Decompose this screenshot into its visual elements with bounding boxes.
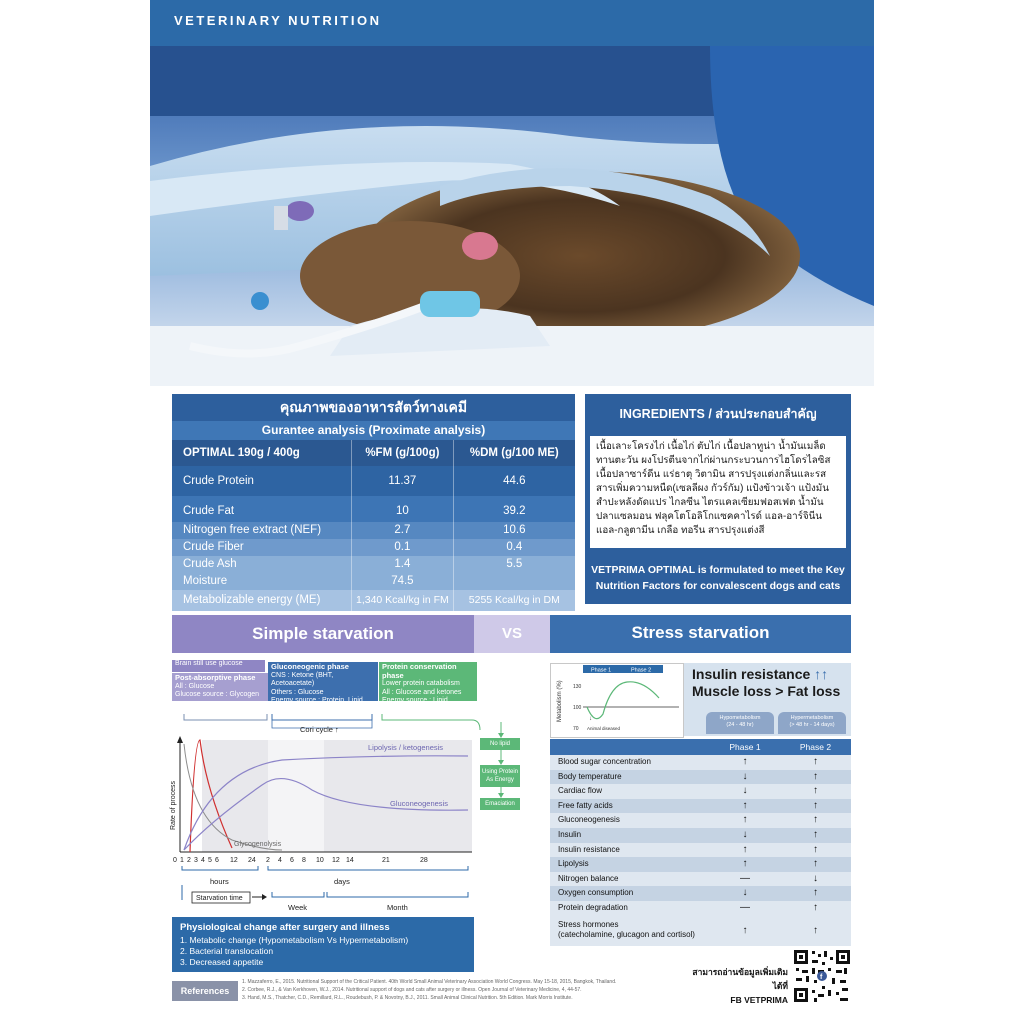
phase1-arrow-icon: ↑ [742, 814, 748, 826]
analysis-table [172, 394, 575, 611]
table-row [550, 813, 851, 828]
row-name: Nitrogen free extract (NEF) [183, 524, 322, 536]
phase1-arrow-icon: ↓ [742, 828, 748, 840]
phase2-arrow-icon: ↑ [813, 770, 818, 782]
table-row [172, 590, 575, 611]
table-row [550, 755, 851, 770]
phase2-arrow-icon: ↑ [813, 799, 818, 811]
hours-label: hours [210, 877, 229, 886]
stress-table-header [550, 739, 851, 755]
reference-item: 3. Hand, M.S., Thatcher, C.D., Remillard, R.L., Roudebush, P. & Novotny, B.J., 2011. Small Animal Clinical Nutrition. 5th Edition. Mark Morris Institute. [242, 995, 573, 1001]
row-name: Oxygen consumption [558, 888, 634, 898]
cori-cycle-label: Cori cycle ↑ [300, 725, 339, 734]
hyper-sub: (> 48 hr - 14 days) [789, 722, 835, 728]
row-name-sub: (catecholamine, glucagon and cortisol) [558, 929, 695, 939]
double-up-arrow-icon: ↑↑ [814, 666, 829, 682]
x-tick: 5 [208, 857, 212, 864]
row-name: Insulin resistance [558, 844, 620, 854]
x-tick: 12 [332, 857, 340, 864]
row-name: Moisture [183, 575, 228, 587]
hyper-title: Hypermetabolism [790, 715, 834, 721]
muscle-loss-text: Muscle loss > Fat loss [692, 683, 841, 699]
row-dm: 39.2 [503, 505, 526, 517]
qr-line2: FB VETPRIMA [730, 995, 788, 1005]
references-list [242, 978, 672, 1002]
brain-tag-text: Brain still use glucose [175, 660, 243, 667]
qr-line1: สามารถอ่านข้อมูลเพิ่มเติมได้ที่ [692, 967, 788, 991]
table-row [550, 784, 851, 799]
physiological-change-box [172, 917, 474, 972]
phase3-title: Protein conservation phase [382, 662, 457, 680]
row-dm: 10.6 [503, 524, 526, 536]
metabolism-chart [550, 663, 684, 738]
chart-phase1: Phase 1 [591, 667, 612, 674]
row-name: Protein degradation [558, 902, 628, 912]
reference-item: 2. Corbee, R.J., & Van Kerkhoven, W.J., 2014. Nutritional support of dogs and cats after surgery or illness. Open Journal of Veterinary Medicine, 4, 44-57. [242, 987, 582, 993]
col-dm: %DM (g/100 ME) [469, 447, 559, 459]
simple-starvation-header: Simple starvation [172, 615, 474, 653]
header-bar [150, 0, 874, 46]
starvation-time-label: Starvation time [196, 895, 243, 902]
lipolysis-label: Lipolysis / ketogenesis [368, 743, 444, 752]
row-fm: 74.5 [351, 573, 453, 590]
x-tick: 1 [180, 857, 184, 864]
analysis-header-row [172, 440, 575, 466]
row-fm: 11.37 [351, 466, 453, 496]
days-label: days [334, 877, 350, 886]
row-fm: 2.7 [351, 522, 453, 539]
vs-label: VS [474, 615, 550, 653]
phase1-line: Glucose source : Glycogen [175, 691, 260, 698]
stress-table [550, 739, 851, 946]
row-name: Crude Ash [183, 558, 237, 570]
physiological-item: 1. Metabolic change (Hypometabolism Vs Hypermetabolism) [180, 935, 409, 945]
phase2-arrow-icon: ↑ [813, 924, 818, 936]
row-name: Gluconeogenesis [558, 815, 620, 825]
y-tick: 130 [573, 684, 582, 690]
hypo-title: Hypometabolism [719, 715, 761, 721]
stress-table-body [550, 755, 851, 916]
col-phase2: Phase 2 [799, 742, 832, 752]
hero-photo [150, 46, 874, 386]
phase-gluconeogenic [268, 662, 378, 704]
chart-phase2: Phase 2 [631, 667, 652, 674]
col-phase1: Phase 1 [729, 742, 761, 752]
x-tick: 14 [346, 857, 354, 864]
gluconeogenesis-label: Gluconeogenesis [390, 799, 448, 808]
insulin-resistance-text: Insulin resistance [692, 666, 811, 682]
phase1-arrow-icon: — [740, 901, 750, 913]
col-product: OPTIMAL 190g / 400g [183, 447, 300, 459]
y-tick: 100 [573, 705, 582, 711]
table-row [172, 496, 575, 522]
flow-arrows [495, 722, 507, 802]
x-tick: 4 [201, 857, 205, 864]
poster [150, 0, 874, 1024]
phase1-arrow-icon: ↑ [742, 799, 748, 811]
phase3-line: All : Glucose and ketones [382, 688, 462, 696]
svg-text:f: f [820, 974, 823, 981]
ingredients-text: เนื้อเลาะโครงไก่ เนื้อไก่ ตับไก่ เนื้อปลาทูน่า น้ำมันเมล็ดทานตะวัน ผงโปรตีนจากไก่ผ่านกระบวนการไฮโดรไลซิส เนื้อปลาซาร์ดีน แร่ธาตุ วิตามิน สารปรุงแต่งกลิ่นและรส สารเพิ่มความหนืด(เซลลีผง กัวร์กัม) แป้งข้าวเจ้า แป้งมันสำปะหลังดัดแปร ไกลซีน ไตรแคลเซียมฟอสเฟต น้ำมันปลาแซลมอน ฟลุคโตโอลิโกแซคคาไรด์ แอล-อาร์จินีน แอล-กลูตามีน เกลือ ทอรีน สารปรุงแต่งสี [590, 436, 846, 548]
phase1-arrow-icon: ↑ [742, 924, 748, 936]
x-tick: 0 [173, 857, 177, 864]
brand-title: VETERINARY NUTRITION [174, 13, 382, 28]
qr-code-icon[interactable] [792, 948, 852, 1004]
phase2-line: Others : Glucose [271, 688, 324, 696]
table-row [550, 886, 851, 901]
phase2-line: Energy source : Protein, Lipid [271, 697, 363, 704]
x-tick: 4 [278, 857, 282, 864]
phase2-arrow-icon: ↓ [813, 872, 818, 884]
simple-starvation-diagram [172, 700, 474, 915]
phase2-arrow-icon: ↑ [813, 756, 818, 767]
phase2-arrow-icon: ↑ [813, 887, 818, 899]
reference-item: 1. Mazzaferro, E., 2015. Nutritional Support of the Critical Patient. 40th World Small Animal Veterinary Association World Congress. May 15-18, 2015, Bangkok, Thailand. [242, 979, 617, 985]
physiological-item: 2. Bacterial translocation [180, 946, 274, 956]
phase3-line: Lower protein catabolism [382, 680, 460, 687]
phase1-arrow-icon: — [740, 872, 750, 884]
x-tick: 6 [290, 857, 294, 864]
phase1-arrow-icon: ↑ [742, 756, 748, 767]
hypometabolism-tag [706, 712, 774, 734]
qr-caption [684, 965, 788, 1007]
phase2-arrow-icon: ↑ [813, 828, 818, 840]
stress-starvation-header: Stress starvation [550, 615, 851, 653]
phase2-title: Gluconeogenic phase [271, 662, 349, 671]
phase2-arrow-icon: ↑ [813, 901, 818, 913]
x-ticks [173, 857, 428, 864]
row-fm: 1,340 Kcal/kg in FM [351, 590, 453, 611]
row-name: Blood sugar concentration [558, 757, 651, 766]
phase2-arrow-icon: ↑ [813, 858, 818, 870]
row-dm: 44.6 [503, 475, 526, 487]
row-name: Cardiac flow [558, 786, 603, 796]
ingredients-panel [585, 394, 851, 604]
row-name: Crude Fat [183, 505, 235, 517]
row-name: Crude Fiber [183, 541, 244, 553]
col-fm: %FM (g/100g) [351, 440, 453, 466]
phase1-title: Post-absorptive phase [175, 673, 256, 682]
phase1-arrow-icon: ↑ [742, 858, 748, 870]
analysis-subtitle: Gurantee analysis (Proximate analysis) [172, 421, 575, 440]
row-name: Free fatty acids [558, 800, 613, 810]
phase-post-absorptive [172, 673, 268, 701]
phase1-arrow-icon: ↑ [742, 843, 748, 855]
phase1-arrow-icon: ↓ [742, 785, 748, 797]
ingredients-title: INGREDIENTS / ส่วนประกอบสำคัญ [619, 407, 817, 421]
x-tick: 28 [420, 857, 428, 864]
references-label: References [172, 981, 238, 1001]
table-row [550, 799, 851, 814]
chart-ylabel: Metabolism (%) [557, 680, 563, 722]
phase1-line: All : Glucose [175, 682, 215, 690]
physiological-item: 3. Decreased appetite [180, 957, 264, 967]
row-name: Insulin [558, 829, 582, 839]
row-fm: 0.1 [351, 539, 453, 556]
phase-protein-conservation [379, 662, 477, 704]
row-dm: 5.5 [506, 558, 523, 570]
table-row [550, 916, 851, 946]
hypo-sub: (24 - 48 hr) [726, 722, 754, 728]
row-name: Body temperature [558, 771, 622, 781]
glycogenolysis-label: Glycogenolysis [234, 841, 282, 848]
x-tick: 21 [382, 857, 390, 864]
week-label: Week [288, 903, 308, 912]
row-name: Stress hormones [558, 919, 619, 929]
phase1-arrow-icon: ↓ [742, 887, 748, 899]
x-tick: 3 [194, 857, 198, 864]
row-fm: 1.4 [351, 556, 453, 573]
table-row [172, 466, 575, 496]
row-name: Nitrogen balance [558, 873, 619, 883]
phase2-arrow-icon: ↑ [813, 814, 818, 826]
phase2-line: CNS : Ketone (BHT, Acetoacetate) [271, 671, 334, 687]
insulin-resistance-panel [684, 663, 851, 736]
flow-no-lipid: No lipid [480, 738, 520, 750]
month-label: Month [387, 903, 408, 912]
hypermetabolism-tag [778, 712, 846, 734]
table-row [550, 843, 851, 858]
table-row [550, 770, 851, 785]
down-arrow-icon: ↓ [589, 716, 592, 722]
ingredients-footer: VETPRIMA OPTIMAL is formulated to meet the Key Nutrition Factors for convalescent dogs and cats [591, 564, 845, 592]
phase3-line: Energy source : Lipid [382, 697, 448, 704]
row-name: Crude Protein [183, 475, 254, 487]
x-tick: 2 [266, 857, 270, 864]
table-row [172, 539, 575, 556]
x-tick: 12 [230, 857, 238, 864]
row-dm: 5255 Kcal/kg in DM [468, 594, 560, 606]
x-tick: 8 [302, 857, 306, 864]
y-tick: 70 [573, 726, 579, 732]
metabolism-curve [587, 682, 659, 719]
table-row [550, 872, 851, 887]
y-axis-label: Rate of process [170, 780, 177, 830]
row-dm [454, 573, 575, 590]
table-row [172, 573, 575, 590]
row-name: Metabolizable energy (ME) [183, 594, 321, 606]
row-name: Lipolysis [558, 859, 589, 869]
table-row [550, 901, 851, 916]
row-fm: 10 [351, 496, 453, 522]
brain-tag [172, 660, 265, 672]
x-tick: 2 [187, 857, 191, 864]
x-tick: 10 [316, 857, 324, 864]
table-row [550, 857, 851, 872]
flow-protein-energy: Using Protein As Energy [480, 765, 520, 787]
table-row [550, 828, 851, 843]
chart-note: Animal diseased [587, 726, 621, 731]
x-tick: 24 [248, 857, 256, 864]
analysis-title: คุณภาพของอาหารสัตว์ทางเคมี [172, 394, 575, 421]
row-dm: 0.4 [506, 541, 523, 553]
phase2-arrow-icon: ↑ [813, 843, 818, 855]
table-row [172, 556, 575, 573]
phase2-arrow-icon: ↑ [813, 785, 818, 797]
table-row [172, 522, 575, 539]
physiological-title: Physiological change after surgery and illness [180, 922, 390, 933]
phase1-arrow-icon: ↓ [742, 770, 748, 782]
x-tick: 6 [215, 857, 219, 864]
flow-emaciation: Emaciation [480, 798, 520, 810]
